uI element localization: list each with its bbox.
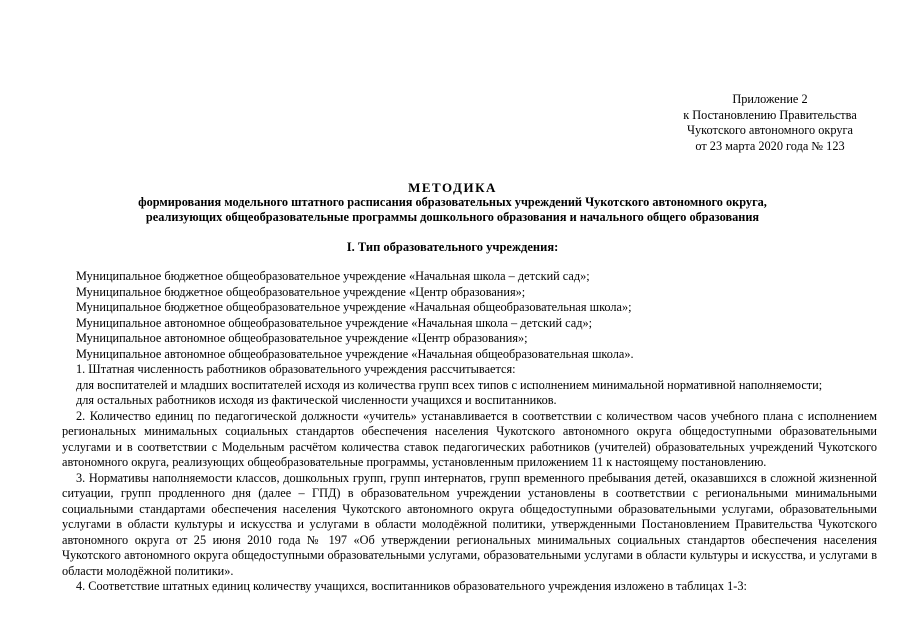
appendix-line-3: Чукотского автономного округа — [687, 123, 853, 137]
institution-item: Муниципальное автономное общеобразовательное учреждение «Начальная общеобразовательная школа». — [76, 346, 634, 361]
institution-item: Муниципальное автономное общеобразовательное учреждение «Начальная школа – детский сад»; — [76, 315, 593, 330]
paragraph-2: 2. Количество единиц по педагогической должности «учитель» устанавливается в соответствии с количеством часов учебного плана с исполнением региональных минимальных социальных стандартов обеспечения населения Чукотского автономного округа общедоступными образовательными услугами и в соответствии с Модельным расчётом количества ставок педагогических работников (учителей) образовательных учреждений Чукотского автономного округа, реализующих общеобразовательные программы, установленным приложением 11 к настоящему постановлению. — [62, 408, 877, 469]
section-heading: I. Тип образовательного учреждения: — [346, 240, 559, 254]
title-subtitle-2: реализующих общеобразовательные программы дошкольного образования и начального общего образования — [145, 210, 760, 224]
institution-item: Муниципальное бюджетное общеобразовательное учреждение «Центр образования»; — [76, 284, 526, 299]
paragraph-3: 3. Нормативы наполняемости классов, дошкольных групп, групп интернатов, групп временного пребывания детей, оказавшихся в сложной жизненной ситуации, групп продленного дня (далее – ГПД) в образовательном учреждении установлены в соответствии с региональными минимальными социальными стандартами обеспечения населения Чукотского автономного округа общедоступными образовательными услугами, образовательными услугами в области культуры и искусства и услугами в области молодёжной политики, утвержденными Постановлением Правительства Чукотского автономного округа от 25 июня 2010 года № 197 «Об утверждении региональных минимальных социальных стандартов обеспечения населения Чукотского автономного округа общедоступными образовательными услугами, образовательными услугами в области культуры и искусства, и услугами в области молодёжной политики». — [62, 470, 877, 578]
institution-item: Муниципальное автономное общеобразовательное учреждение «Центр образования»; — [76, 331, 528, 345]
staffing-item-1b: для остальных работников исходя из фактической численности учащихся и воспитанников. — [76, 393, 557, 407]
institution-item: Муниципальное бюджетное общеобразовательное учреждение «Начальная школа – детский сад»; — [76, 269, 590, 283]
appendix-block — [640, 92, 900, 154]
staffing-item-1a: для воспитателей и младших воспитателей исходя из количества групп всех типов с исполнением минимальной нормативной наполняемости; — [76, 377, 823, 392]
appendix-line-2: к Постановлению Правительства — [683, 107, 857, 122]
appendix-line-1: Приложение 2 — [732, 92, 808, 106]
staffing-item-1: 1. Штатная численность работников образовательного учреждения рассчитывается: — [76, 362, 516, 376]
title-subtitle-1: формирования модельного штатного расписания образовательных учреждений Чукотского автономного округа, — [138, 195, 767, 209]
appendix-line-4: от 23 марта 2020 года № 123 — [695, 138, 845, 153]
paragraph-4: 4. Соответствие штатных единиц количеству учащихся, воспитанников образовательного учреждения изложено в таблицах 1-3: — [76, 579, 747, 593]
document-body — [62, 269, 877, 595]
document-title — [0, 180, 905, 225]
title-main: МЕТОДИКА — [408, 180, 497, 195]
institution-item: Муниципальное бюджетное общеобразовательное учреждение «Начальная общеобразовательная школа»; — [76, 300, 632, 314]
